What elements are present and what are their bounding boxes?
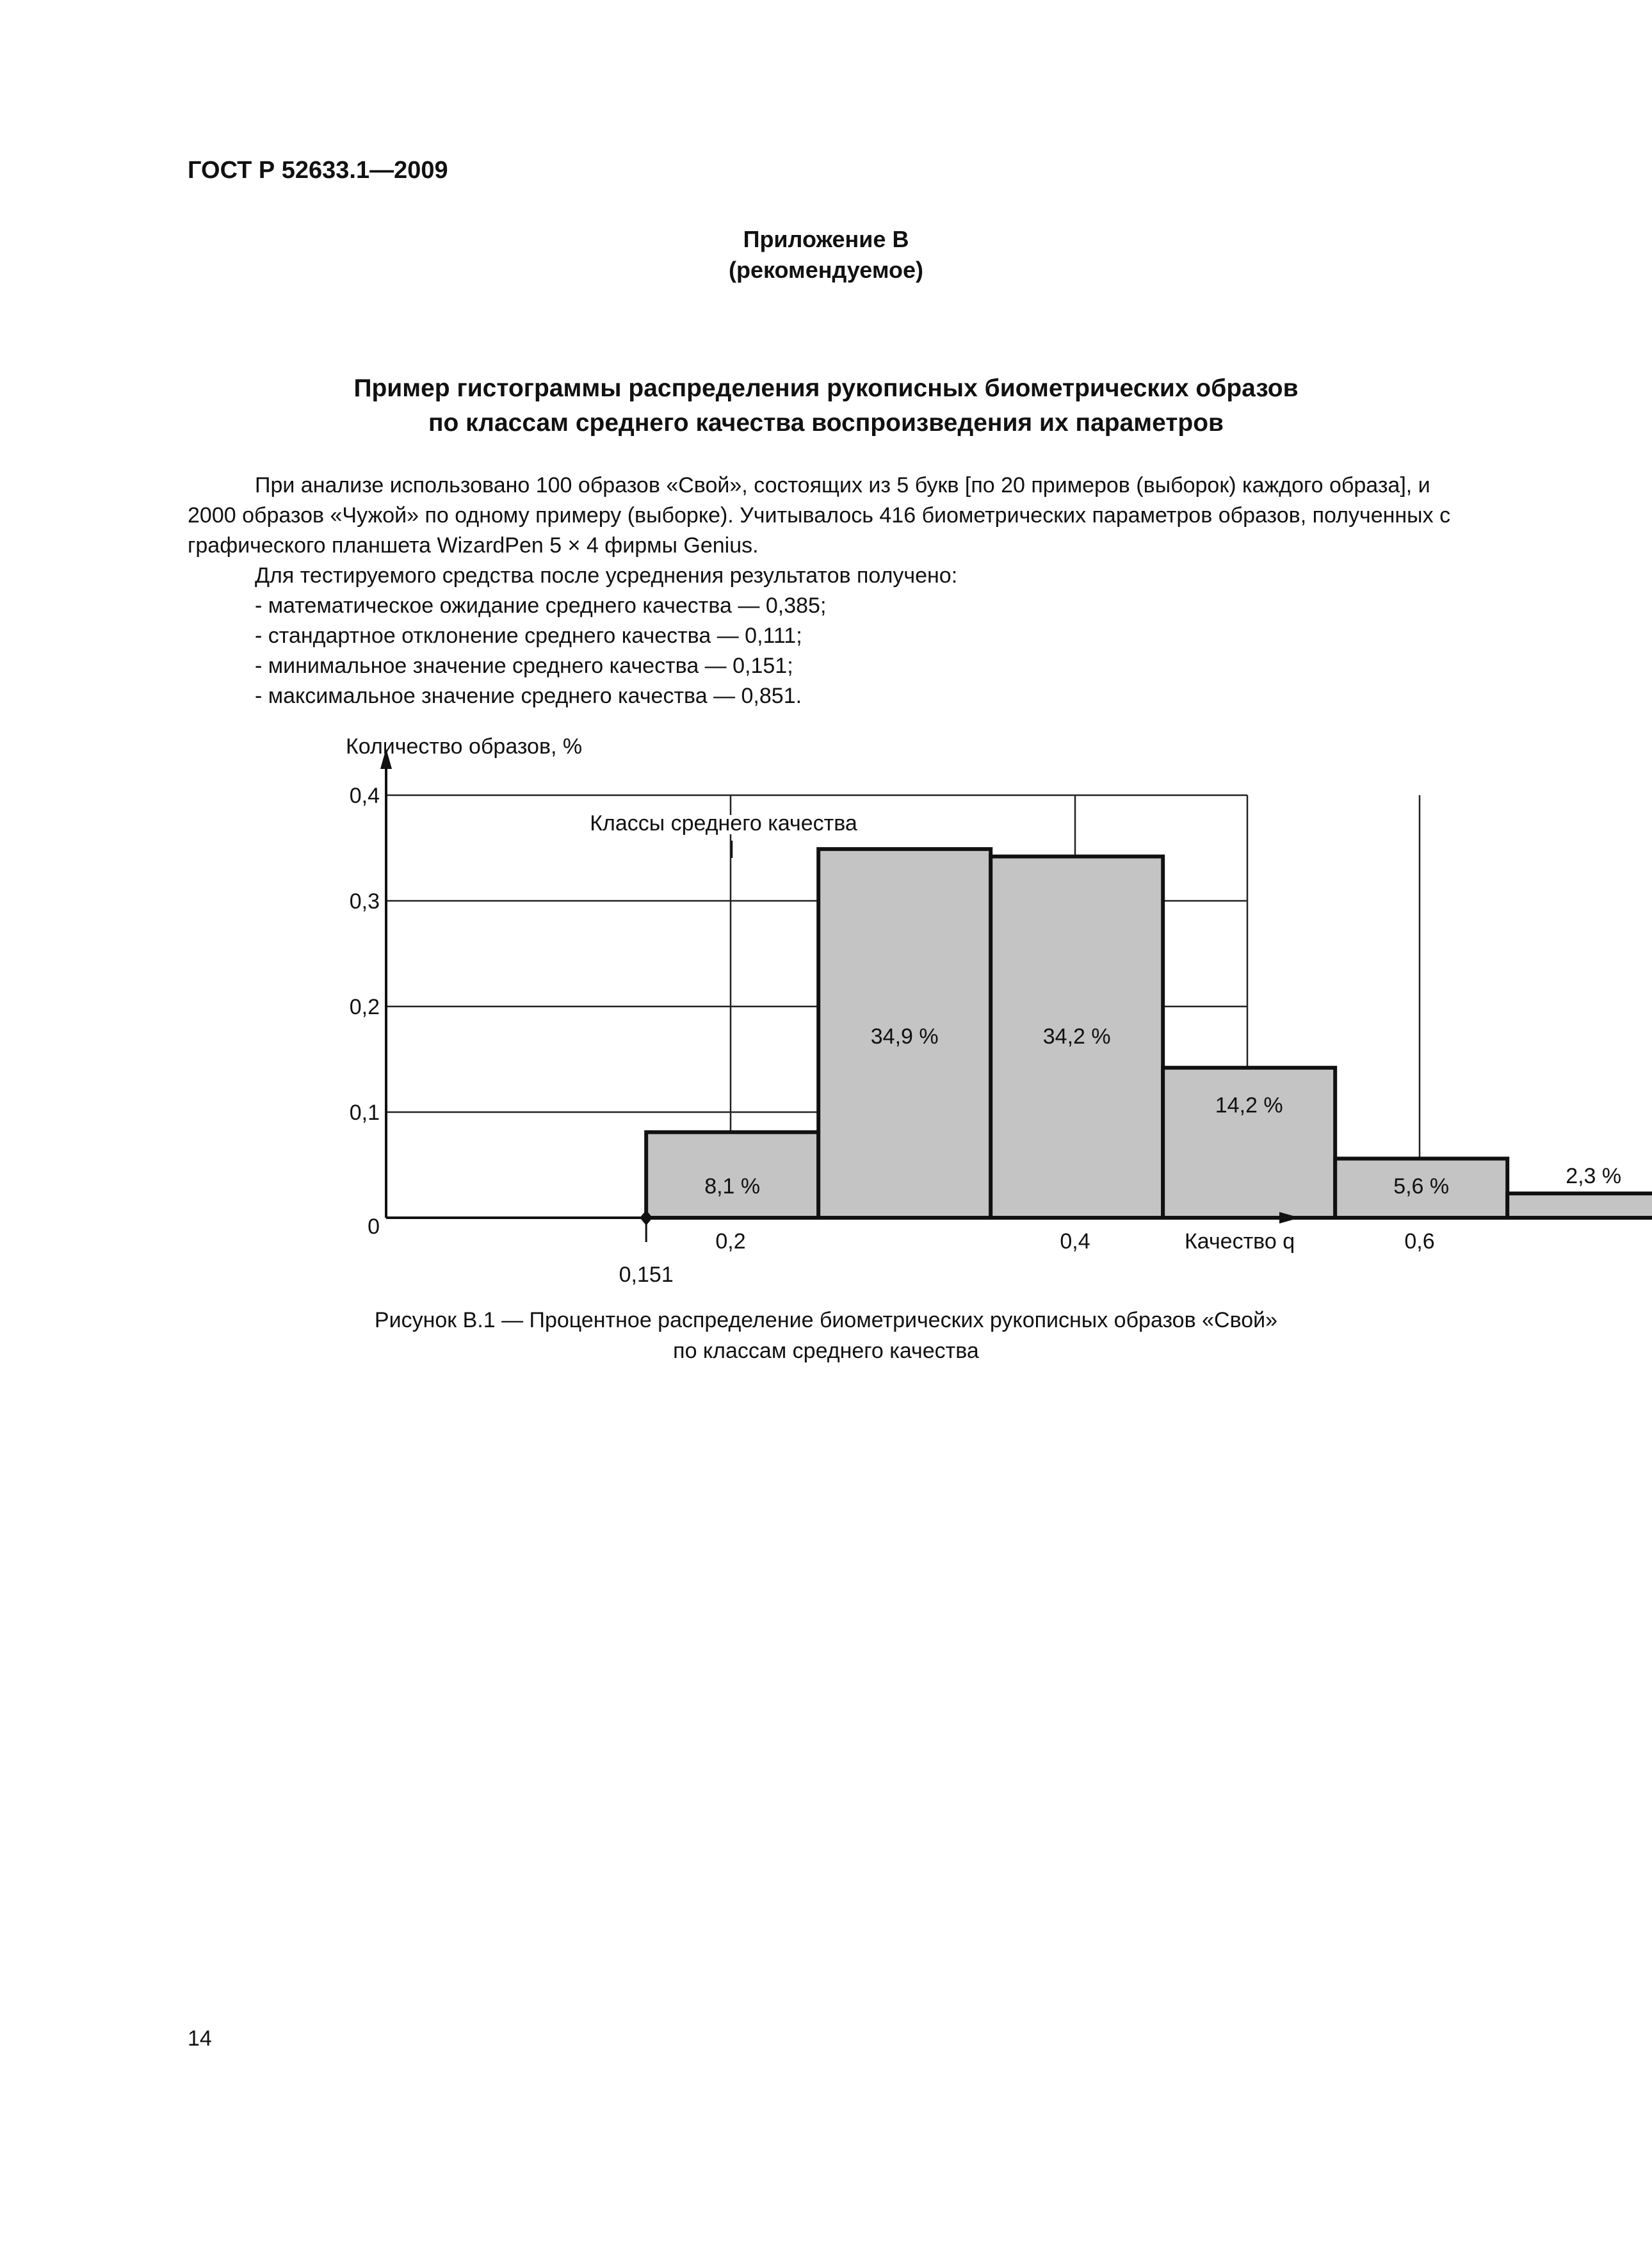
page-number: 14 xyxy=(188,2026,212,2051)
y-tick-label: 0,3 xyxy=(349,889,380,914)
min-value-label: 0,151 xyxy=(619,1263,674,1287)
list-item: - математическое ожидание среднего качества — 0,385; xyxy=(255,594,827,618)
paragraph-results-intro: Для тестируемого средства после усреднения результатов получено: xyxy=(255,563,958,588)
appendix-status: (рекомендуемое) xyxy=(729,257,923,283)
histogram-bar xyxy=(1507,1193,1652,1218)
bar-data-label: 2,3 % xyxy=(1566,1164,1622,1189)
heading-line-2: по классам среднего качества воспроизведения их параметров xyxy=(428,409,1224,437)
heading-line-1: Пример гистограммы распределения рукописных биометрических образов xyxy=(353,375,1299,402)
figure-caption xyxy=(0,1305,1652,1366)
bar-data-label: 34,2 % xyxy=(1042,1024,1111,1049)
appendix-title: Приложение В xyxy=(743,226,909,252)
bar-data-label: 14,2 % xyxy=(1215,1093,1283,1118)
y-tick-label: 0,1 xyxy=(349,1101,380,1125)
list-item: - максимальное значение среднего качества — 0,851. xyxy=(255,684,802,708)
y-axis-title: Количество образов, % xyxy=(346,734,583,759)
x-tick-label: 0,2 xyxy=(715,1229,746,1254)
document-code: ГОСТ Р 52633.1—2009 xyxy=(188,157,448,184)
x-axis-title: Качество q xyxy=(1185,1229,1295,1254)
x-tick-label: 0,4 xyxy=(1060,1229,1090,1254)
bar-data-label: 8,1 % xyxy=(704,1174,761,1199)
figure-caption-line-2: по классам среднего качества xyxy=(673,1339,979,1363)
paragraph-analysis: При анализе использовано 100 образов «Свой», состоящих из 5 букв [по 20 примеров (выборок) каждого образа], и 2000 образов «Чужой» по одному примеру (выборке). Учитывалось 416 биометрических параметров образов, полученных с графического планшета WizardPen 5 × 4 фирмы Genius. xyxy=(188,473,1451,558)
bar-data-label: 34,9 % xyxy=(870,1024,939,1049)
y-tick-label: 0 xyxy=(368,1215,380,1239)
y-tick-label: 0,2 xyxy=(349,995,380,1019)
figure-caption-line-1: Рисунок В.1 — Процентное распределение биометрических рукописных образов «Свой» xyxy=(374,1308,1278,1332)
list-item: - стандартное отклонение среднего качества — 0,111; xyxy=(255,624,802,648)
classes-annotation: Классы среднего качества xyxy=(590,811,857,836)
bar-data-label: 5,6 % xyxy=(1393,1174,1450,1199)
x-tick-label: 0,6 xyxy=(1404,1229,1435,1254)
y-tick-label: 0,4 xyxy=(349,784,380,808)
histogram-bar xyxy=(1163,1068,1335,1218)
list-item: - минимальное значение среднего качества — 0,151; xyxy=(255,654,793,678)
